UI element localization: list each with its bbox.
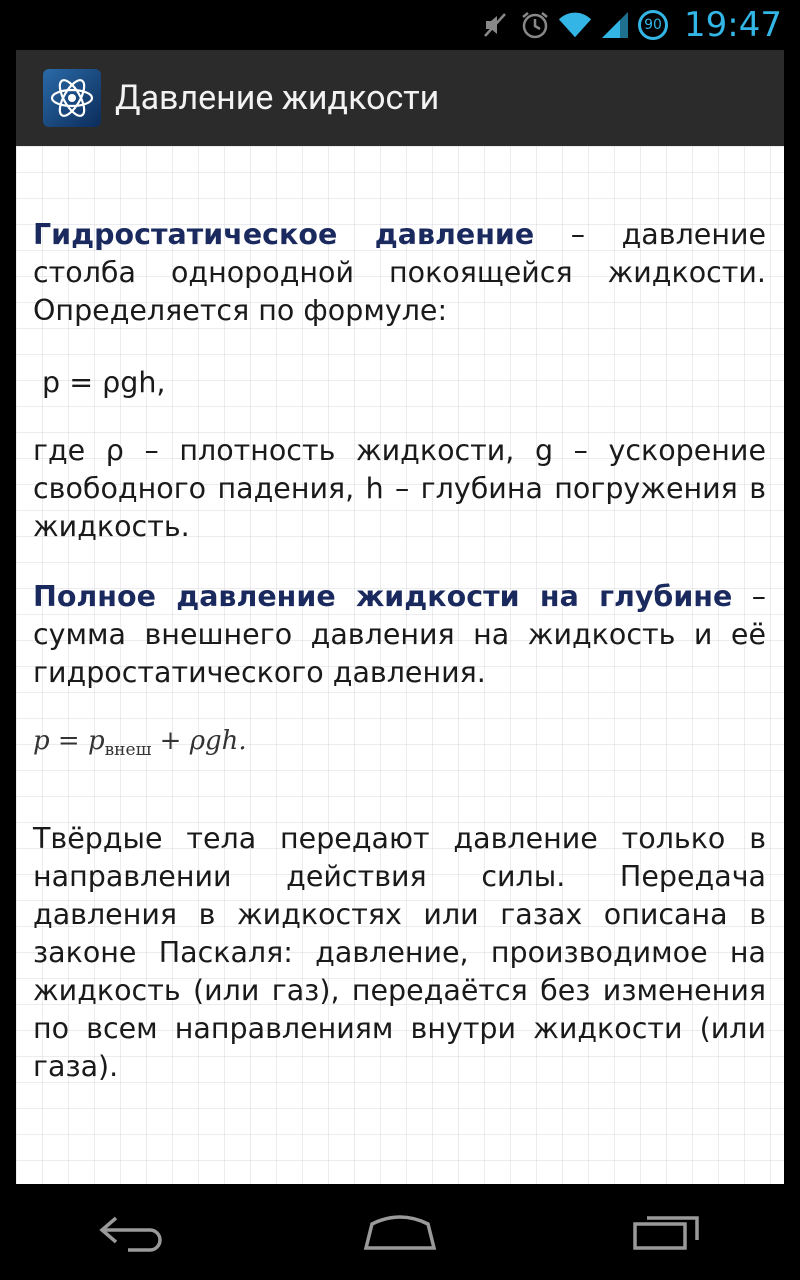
home-button[interactable] [340,1197,460,1267]
article-content [16,146,784,1184]
paragraph-definitions: где ρ – плотность жидкости, g – ускорение свободного падения, h – глубина погружения в жидкость. [33,434,766,543]
term-full-pressure: Полное давление жидкости на глубине [33,580,733,613]
term-hydrostatic-pressure: Гидростатическое давление [33,218,535,251]
atom-icon[interactable] [43,69,101,127]
paragraph-full-pressure [33,578,766,692]
wifi-icon [558,8,592,42]
clock: 19:47 [684,5,782,45]
action-bar [16,50,784,146]
formula-main: p = p [33,726,105,756]
formula-tail: + ρgh. [151,726,247,756]
status-icons [478,5,782,45]
alarm-icon [518,8,552,42]
formula-full-pressure [33,726,247,760]
formula-sub: внеш [104,740,152,761]
navigation-bar [0,1184,800,1280]
paragraph-pascal-law: Твёрдые тела передают давление только в направлении действия силы. Передача давления в жидкостях или газах описана в законе Паскаля: давление, производимое на жидкость (или газ), передаётся без изменения по всем направлениям внутри жидкости (или газа). [33,822,766,1083]
paragraph-text: – давление столба однородной покоящейся жидкости. Определяется по формуле: [33,218,767,327]
battery-icon [638,10,668,40]
recent-apps-button[interactable] [607,1197,727,1267]
paragraph-text: – сумма внешнего давления на жидкость и её гидростатического давления. [33,580,766,689]
back-button[interactable] [73,1197,193,1267]
page-title: Давление жидкости [115,78,440,118]
signal-icon [598,8,632,42]
mute-icon [478,8,512,42]
recent-apps-icon [631,1212,703,1252]
status-bar [0,0,800,50]
battery-level: 90 [644,17,662,33]
back-icon [98,1212,168,1252]
formula-basic: p = ρgh, [33,366,166,399]
home-icon [362,1212,438,1252]
paragraph-hydrostatic [33,216,766,330]
